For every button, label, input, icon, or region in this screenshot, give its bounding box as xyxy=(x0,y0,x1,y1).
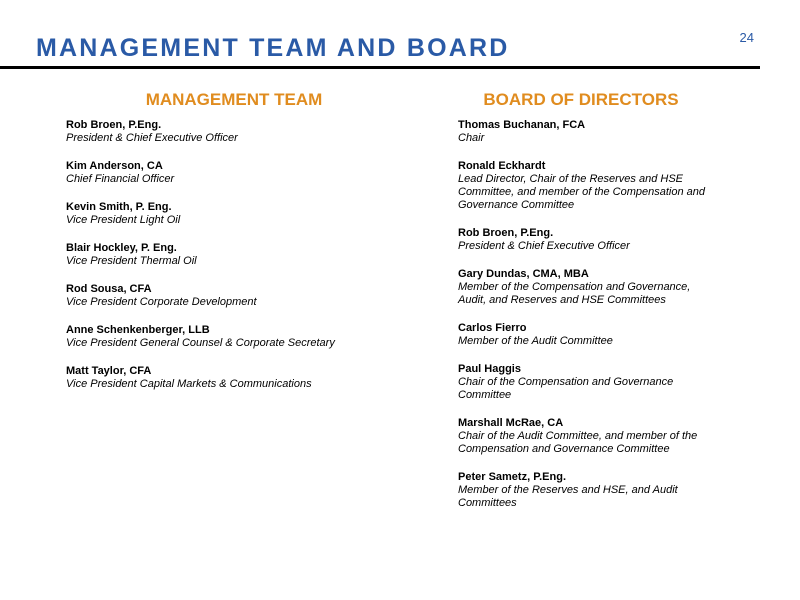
member-role: Vice President Corporate Development xyxy=(66,296,257,308)
management-member xyxy=(66,365,426,391)
member-role: Chief Financial Officer xyxy=(66,173,175,185)
page-title: MANAGEMENT TEAM AND BOARD xyxy=(36,34,510,62)
board-member xyxy=(458,417,758,456)
member-name: Peter Sametz, P.Eng. xyxy=(458,471,567,483)
member-name: Thomas Buchanan, FCA xyxy=(458,119,586,131)
page-number: 24 xyxy=(739,30,754,45)
management-member xyxy=(66,242,426,268)
member-role: Vice President Capital Markets & Communications xyxy=(66,378,312,390)
management-team-list xyxy=(66,119,426,391)
member-name: Kevin Smith, P. Eng. xyxy=(66,201,172,213)
management-member xyxy=(66,119,426,145)
member-role: Chair of the Audit Committee, and member of the Compensation and Governance Committee xyxy=(458,430,698,455)
board-of-directors-section xyxy=(458,90,758,525)
board-member xyxy=(458,322,758,348)
member-name: Matt Taylor, CFA xyxy=(66,365,152,377)
member-role: Chair of the Compensation and Governance Committee xyxy=(458,376,674,401)
board-member xyxy=(458,227,758,253)
board-member xyxy=(458,363,758,402)
management-member xyxy=(66,283,426,309)
member-name: Carlos Fierro xyxy=(458,322,527,334)
board-member xyxy=(458,268,758,307)
member-name: Kim Anderson, CA xyxy=(66,160,163,172)
member-name: Marshall McRae, CA xyxy=(458,417,564,429)
member-role: President & Chief Executive Officer xyxy=(66,132,238,144)
member-name: Gary Dundas, CMA, MBA xyxy=(458,268,589,280)
member-role: President & Chief Executive Officer xyxy=(458,240,630,252)
management-team-section xyxy=(66,90,426,406)
member-name: Blair Hockley, P. Eng. xyxy=(66,242,177,254)
management-team-heading: MANAGEMENT TEAM xyxy=(145,90,323,109)
member-role: Vice President General Counsel & Corporate Secretary xyxy=(66,337,335,349)
member-name: Rob Broen, P.Eng. xyxy=(66,119,162,131)
board-member xyxy=(458,119,758,145)
management-member xyxy=(66,201,426,227)
management-member xyxy=(66,324,426,350)
member-role: Member of the Audit Committee xyxy=(458,335,613,347)
title-divider xyxy=(0,66,760,69)
member-role: Member of the Compensation and Governance, Audit, and Reserves and HSE Committees xyxy=(458,281,691,306)
board-of-directors-heading: BOARD OF DIRECTORS xyxy=(483,90,679,109)
member-name: Ronald Eckhardt xyxy=(458,160,546,172)
member-name: Rob Broen, P.Eng. xyxy=(458,227,554,239)
management-member xyxy=(66,160,426,186)
member-role: Chair xyxy=(458,132,485,144)
member-name: Paul Haggis xyxy=(458,363,521,375)
board-of-directors-list xyxy=(458,119,758,510)
member-role: Lead Director, Chair of the Reserves and HSE Committee, and member of the Compensation and Governance Committee xyxy=(458,173,706,211)
member-role: Vice President Thermal Oil xyxy=(66,255,197,267)
member-role: Vice President Light Oil xyxy=(66,214,181,226)
board-member xyxy=(458,160,758,212)
member-role: Member of the Reserves and HSE, and Audit Committees xyxy=(458,484,678,509)
member-name: Anne Schenkenberger, LLB xyxy=(66,324,210,336)
board-member xyxy=(458,471,758,510)
member-name: Rod Sousa, CFA xyxy=(66,283,152,295)
